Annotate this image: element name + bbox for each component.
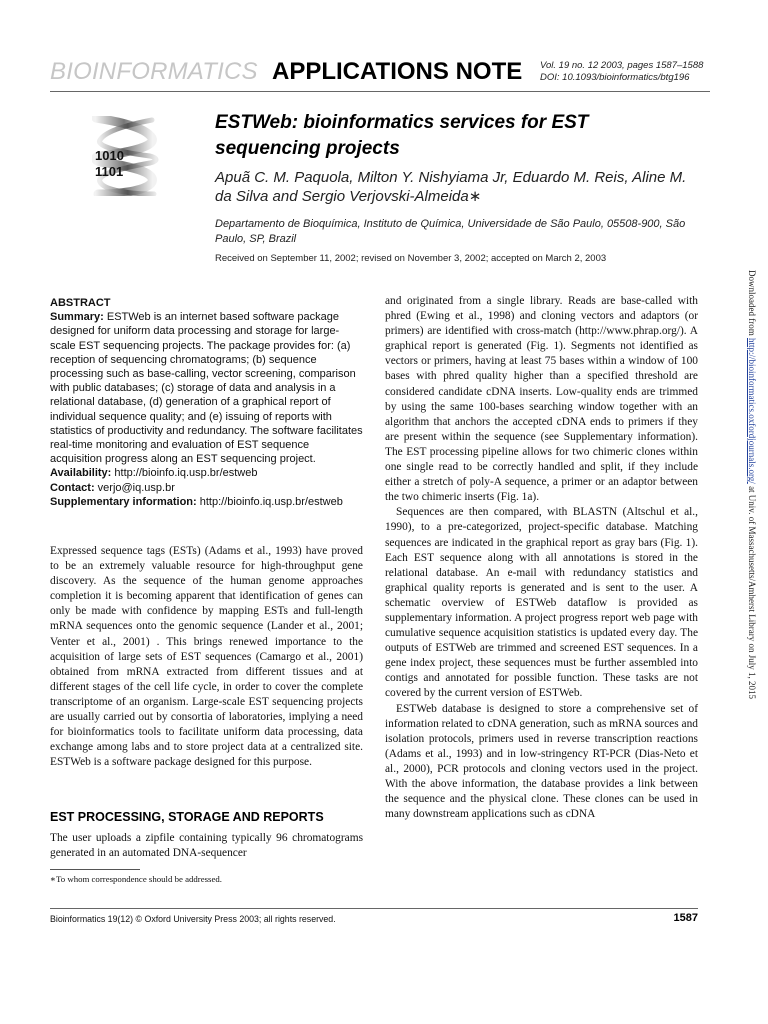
journal-name: BIOINFORMATICS bbox=[50, 58, 258, 85]
footer-citation: Bioinformatics 19(12) © Oxford University Press 2003; all rights reserved. bbox=[50, 914, 336, 924]
dna-binary-logo-icon bbox=[92, 116, 162, 196]
received-dates: Received on September 11, 2002; revised on November 3, 2002; accepted on March 2, 2003 bbox=[215, 253, 607, 264]
side-note-prefix: Downloaded from bbox=[747, 270, 757, 338]
supplementary-label: Supplementary information: bbox=[50, 495, 197, 508]
abstract-availability bbox=[50, 466, 363, 480]
right-paragraph-2: Sequences are then compared, with BLASTN (Altschul et al., 1990), to a pre-categorized, project-specific database. Matching sequences are indicated in the graphical report as gray bars (Fig. 1). Each EST sequence along with all annotations is stored in the relational database. An e-mail with redundancy statistics and graphical quality reports is generated and is sent to the user. A schematic overview of ESTWeb dataflow is provided as supplementary information. A project progress report web page with cumulative sequence acquisition statistics is updated every day. The outputs of ESTWeb are trimmed and screened EST sequences. In a gene index project, these sequences must be further assembled into contigs and annotated for possible function. These tasks are not covered by the current version of ESTWeb. bbox=[385, 506, 698, 700]
abstract bbox=[50, 296, 363, 509]
side-note-url-link[interactable]: http://bioinformatics.oxfordjournals.org/ bbox=[747, 337, 757, 484]
abstract-supplementary bbox=[50, 495, 363, 509]
right-paragraph-1: and originated from a single library. Reads are base-called with phred (Ewing et al., 1998) and cloning vectors and adaptors (or primers) are identified with cross-match (http://www.phrap.org/). A graphical report is generated (Fig. 1). Segments not identified as vectors or primers, having at least 75 bases within a window of 100 bases with phred quality higher than a specified threshold are considered candidate cDNA inserts. Low-quality ends are trimmed by using the same 100-bases searching window together with an algorithm that anchors the accepted cDNA ends to primers if they are present within the sequence (see Supplementary information). The EST processing pipeline allows for two chimeric clones within one single read to be correctly handled and split, if they include either a stretch of poly-A sequence, a primer or an adaptor between the two chimeric inserts (Fig. 1a). bbox=[385, 295, 698, 504]
introduction bbox=[50, 544, 363, 770]
volume-info bbox=[540, 60, 703, 84]
section-paragraph: The user uploads a zipfile containing typically 96 chromatograms generated in an automated DNA-sequencer bbox=[50, 832, 363, 860]
section-heading: EST PROCESSING, STORAGE AND REPORTS bbox=[50, 810, 324, 824]
abstract-heading: ABSTRACT bbox=[50, 297, 111, 309]
authors: Apuã C. M. Paquola, Milton Y. Nishyiama Jr, Eduardo M. Reis, Aline M. da Silva and Sergio Verjovski-Almeida∗ bbox=[215, 169, 687, 205]
footnote: ∗To whom correspondence should be addressed. bbox=[50, 874, 222, 884]
summary-label: Summary: bbox=[50, 311, 104, 324]
abstract-summary bbox=[50, 310, 363, 466]
logo-binary-line-1: 1010 bbox=[95, 148, 124, 163]
right-column bbox=[385, 294, 698, 822]
footnote-rule bbox=[50, 869, 140, 870]
contact-email-link[interactable]: verjo@iq.usp.br bbox=[94, 481, 175, 494]
header-rule bbox=[50, 91, 710, 92]
affiliation: Departamento de Bioquímica, Instituto de Química, Universidade de São Paulo, 05508-900, São Paulo, SP, Brazil bbox=[215, 218, 686, 245]
article-title: ESTWeb: bioinformatics services for EST sequencing projects bbox=[215, 112, 589, 159]
download-side-note bbox=[742, 270, 764, 870]
section-label: APPLICATIONS NOTE bbox=[272, 58, 523, 85]
side-note-suffix: at Univ. of Massachusetts/Amherst Library on July 1, 2015 bbox=[747, 483, 757, 699]
right-paragraph-3: ESTWeb database is designed to store a comprehensive set of information related to cDNA generation, such as mRNA sources and isolation protocols, primers used in reverse transcription reactions (Adams et al., 1993) and in low-stringency RT-PCR (Dias-Neto et al., 2000), PCR protocols and cloning vectors used in the project. With the above information, the database provides a link between the sequence and the physical clone. These clones can be used in many downstream applications such as cDNA bbox=[385, 702, 698, 821]
abstract-contact bbox=[50, 481, 363, 495]
footer-rule bbox=[50, 908, 698, 909]
contact-label: Contact: bbox=[50, 481, 95, 494]
availability-url-link[interactable]: http://bioinfo.iq.usp.br/estweb bbox=[111, 467, 258, 480]
logo-binary-line-2: 1101 bbox=[95, 164, 124, 179]
intro-paragraph: Expressed sequence tags (ESTs) (Adams et al., 1993) have proved to be an extremely valuable resource for high-throughput gene discovery. As the sequence of the human genome approaches completion it is becoming apparent that identification of genes can only be made with confidence by mapping ESTs and full-length mRNA sequences onto the genomic sequence (Lander et al., 2001; Venter et al., 2001) . This brings renewed importance to the acquisition of large sets of EST sequences (Camargo et al., 2001) obtained from mRNA extracted from different tissues and at different stages of the cell life cycle, in order to cover the complete transcriptome of an organism. Large-scale EST sequencing projects are usually carried out by consortia of laboratories, implying a need for bioinformatics tools to facilitate uniform data processing, data exchange among labs and to store project data at a centralized site. ESTWeb is a software package designed for this purpose. bbox=[50, 545, 363, 769]
summary-text: ESTWeb is an internet based software package designed for uniform data processing and storage for large-scale EST sequencing projects. The package provides for: (a) reception of sequencing chromatograms; (b) sequence processing such as base-calling, vector screening, comparison with public databases; (c) storage of data and analysis in a relational database, (d) generation of a graphical report of individual sequence quality; and (e) issuing of reports with statistics of productivity and redundancy. The software facilitates real-time monitoring and evaluation of EST sequence acquisition progress along an EST sequencing project. bbox=[50, 311, 363, 466]
volume-line: Vol. 19 no. 12 2003, pages 1587–1588 bbox=[540, 60, 704, 71]
supplementary-url-link[interactable]: http://bioinfo.iq.usp.br/estweb bbox=[196, 495, 343, 508]
availability-label: Availability: bbox=[50, 467, 112, 480]
doi-line: DOI: 10.1093/bioinformatics/btg196 bbox=[540, 72, 690, 83]
page-number: 1587 bbox=[673, 912, 698, 924]
